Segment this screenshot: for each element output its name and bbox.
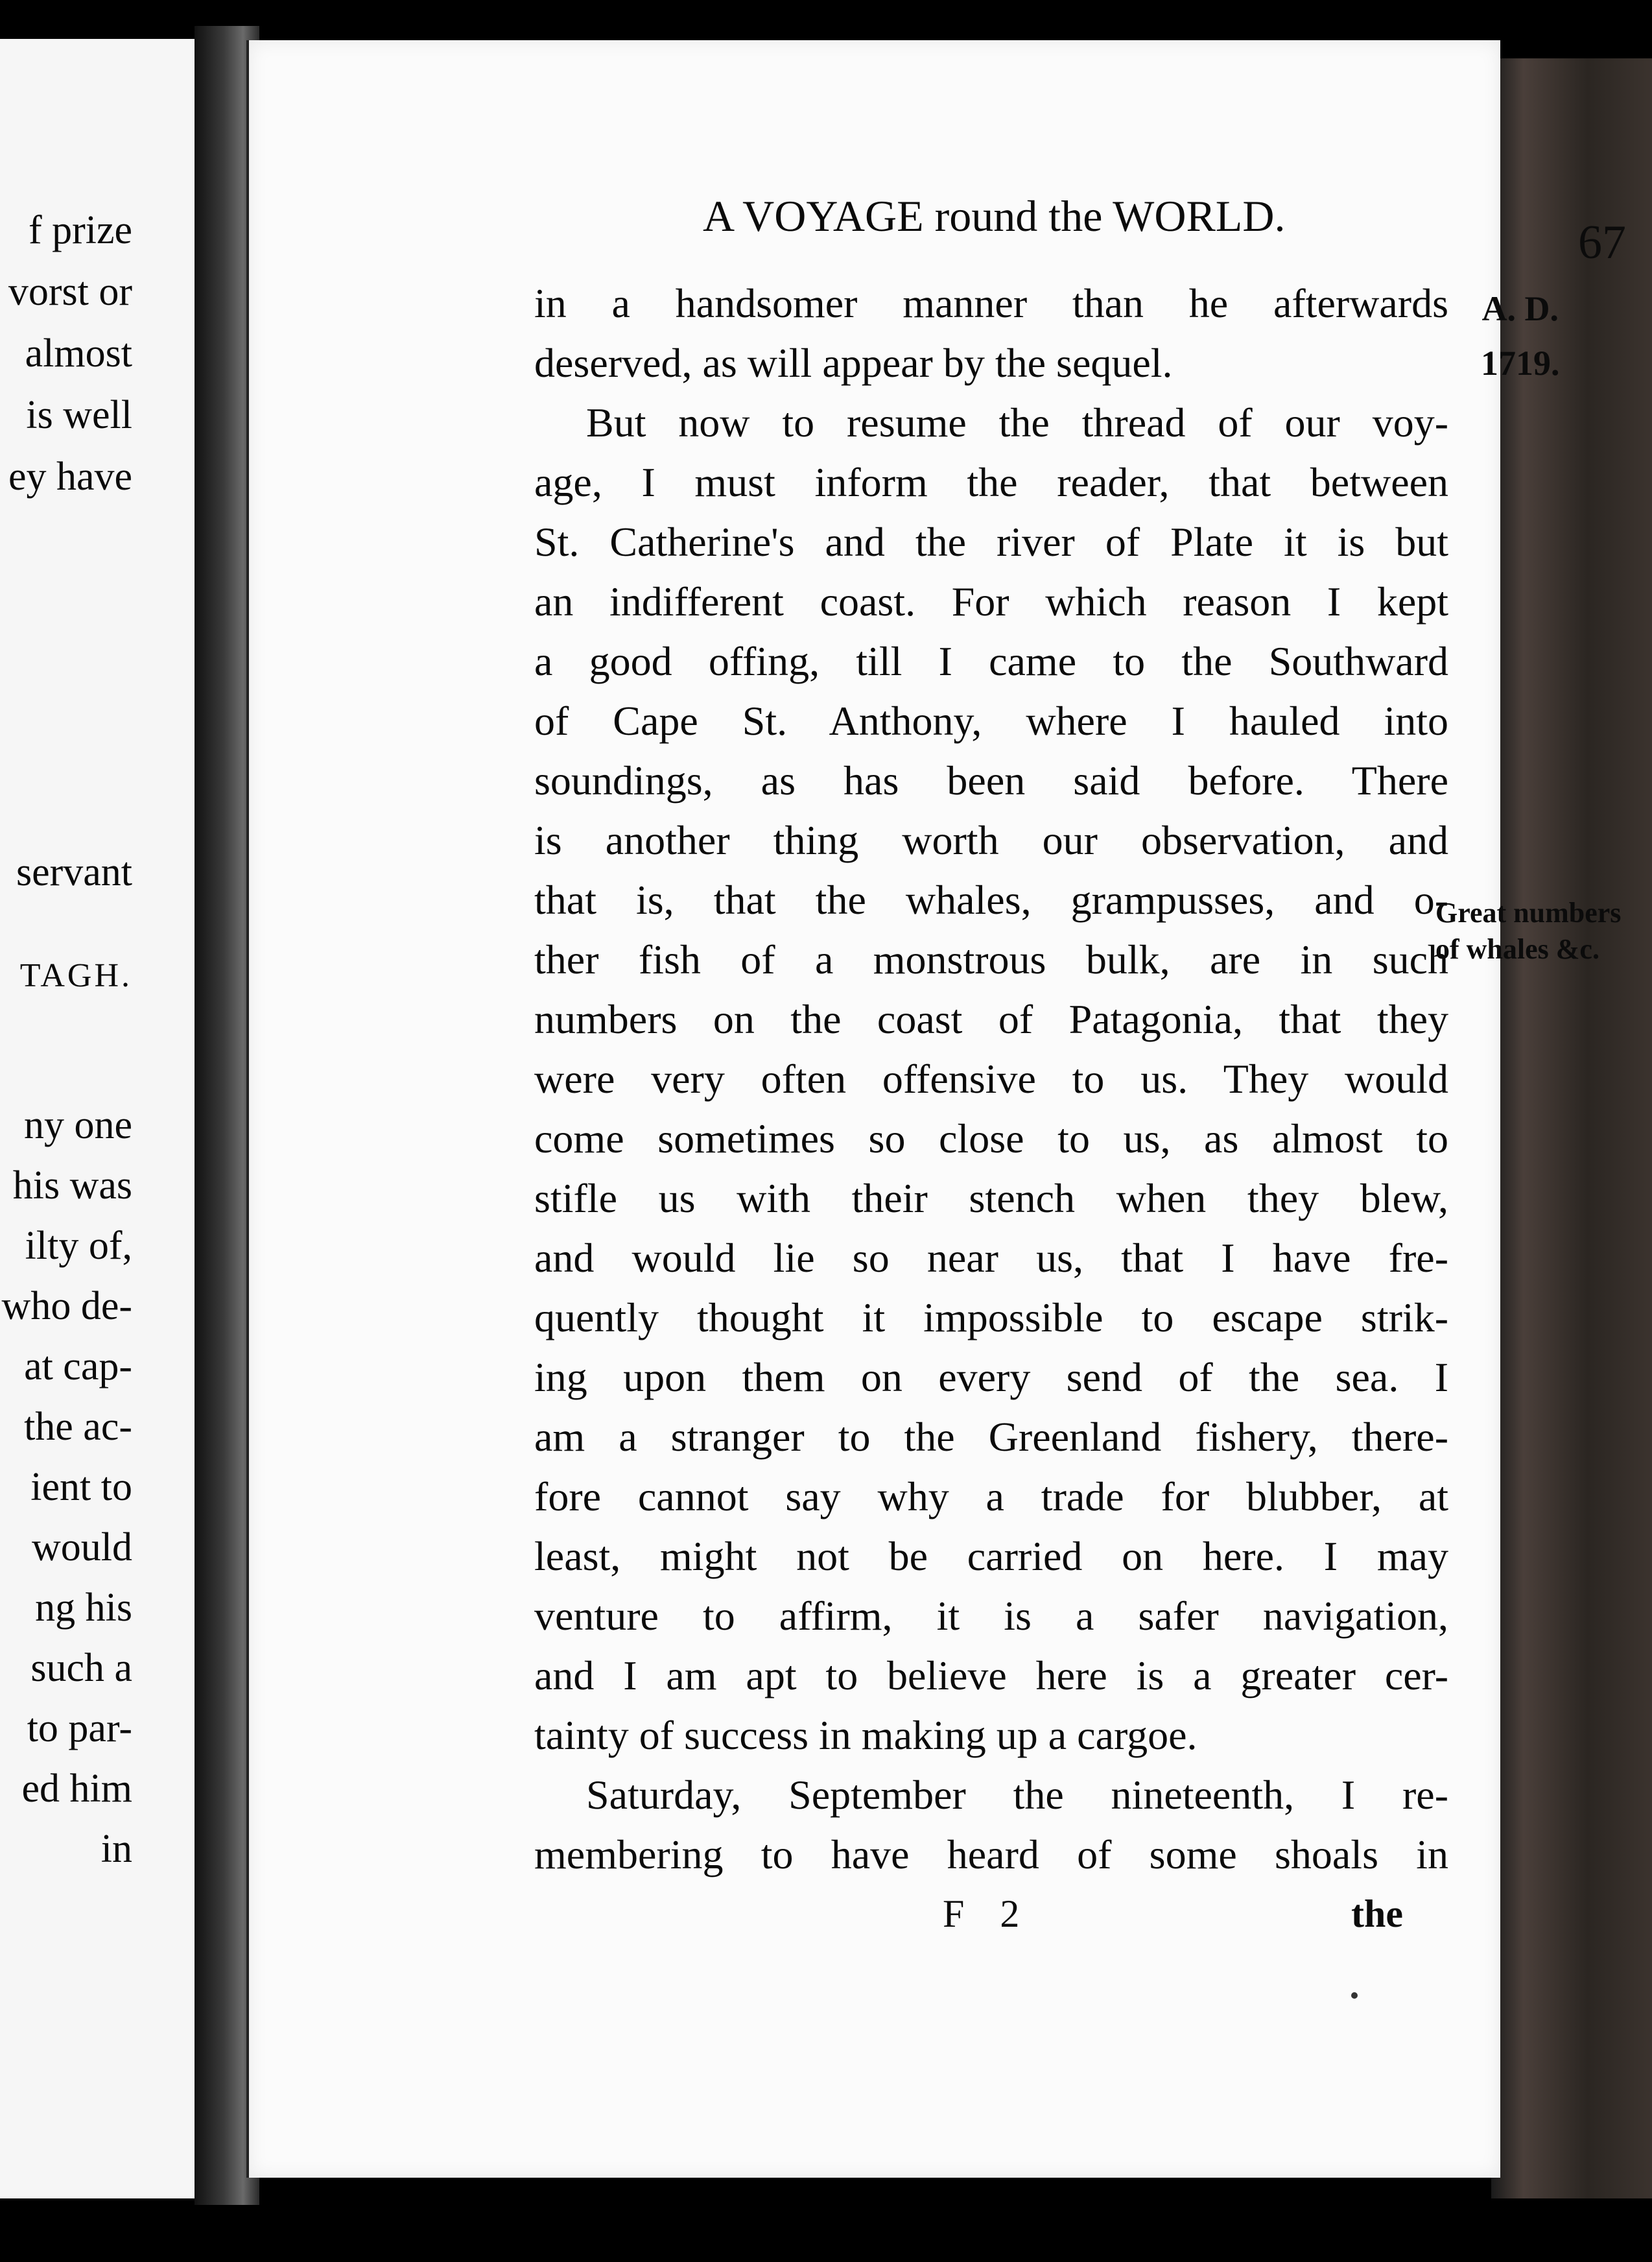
text-line: a good offing, till I came to the Southward bbox=[534, 638, 1448, 684]
text-line: ing upon them on every send of the sea. I bbox=[534, 1354, 1448, 1400]
text-line: membering to have heard of some shoals in bbox=[534, 1831, 1448, 1877]
ink-speck bbox=[1351, 1992, 1358, 1999]
fragment-line: ed him bbox=[21, 1767, 132, 1811]
margin-date-era: A. D. bbox=[1481, 289, 1559, 328]
text-line: venture to affirm, it is a safer navigation, bbox=[534, 1593, 1448, 1639]
body-text bbox=[534, 274, 1448, 1885]
fragment-line: almost bbox=[25, 331, 132, 375]
text-line: is another thing worth our observation, and bbox=[534, 817, 1448, 863]
text-line: stifle us with their stench when they blew, bbox=[534, 1175, 1448, 1221]
fragment-line: ilty of, bbox=[25, 1224, 132, 1268]
book-page bbox=[246, 40, 1626, 2178]
side-note: Great numbers of whales &c. bbox=[1435, 897, 1622, 965]
text-line: come sometimes so close to us, as almost to bbox=[534, 1115, 1448, 1161]
text-line: St. Catherine's and the river of Plate it is but bbox=[534, 519, 1448, 565]
text-line: quently thought it impossible to escape strik- bbox=[534, 1294, 1448, 1340]
fragment-line: the ac- bbox=[24, 1405, 132, 1449]
text-line: and I am apt to believe here is a greater cer- bbox=[534, 1652, 1448, 1698]
fragment-line: TAGH. bbox=[19, 957, 132, 994]
catchword: the bbox=[1351, 1892, 1403, 1935]
fragment-line: ey have bbox=[8, 455, 132, 499]
text-line: deserved, as will appear by the sequel. bbox=[534, 340, 1173, 386]
text-line: soundings, as has been said before. There bbox=[534, 757, 1448, 804]
text-line: were very often offensive to us. They would bbox=[534, 1056, 1448, 1102]
fragment-line: servant bbox=[16, 850, 132, 894]
text-line: that is, that the whales, grampusses, and o- bbox=[534, 877, 1448, 923]
fragment-line: would bbox=[32, 1525, 132, 1569]
fragment-line: who de- bbox=[1, 1284, 132, 1328]
text-line: least, might not be carried on here. I may bbox=[534, 1533, 1448, 1579]
margin-date-year: 1719. bbox=[1481, 344, 1560, 383]
text-line: But now to resume the thread of our voy- bbox=[586, 399, 1448, 446]
signature-mark: F 2 bbox=[943, 1892, 1033, 1935]
text-line: tainty of success in making up a cargoe. bbox=[534, 1712, 1198, 1758]
text-line: Saturday, September the nineteenth, I re- bbox=[586, 1772, 1448, 1818]
fragment-line: ient to bbox=[30, 1465, 132, 1509]
text-line: fore cannot say why a trade for blubber, at bbox=[534, 1473, 1448, 1519]
text-line: an indifferent coast. For which reason I kept bbox=[534, 578, 1448, 625]
text-line: am a stranger to the Greenland fishery, there- bbox=[534, 1414, 1448, 1460]
fragment-line: such a bbox=[30, 1646, 132, 1690]
fragment-line: in bbox=[100, 1827, 132, 1871]
text-line: age, I must inform the reader, that between bbox=[534, 459, 1448, 505]
text-line: of Cape St. Anthony, where I hauled into bbox=[534, 698, 1448, 744]
fragment-line: to par- bbox=[27, 1706, 132, 1750]
fragment-line: f prize bbox=[28, 208, 132, 252]
page-number: 67 bbox=[1578, 216, 1626, 269]
fragment-line: at cap- bbox=[24, 1344, 132, 1388]
fragment-line: his was bbox=[12, 1163, 132, 1208]
fragment-line: vorst or bbox=[8, 270, 132, 314]
text-line: in a handsomer manner than he afterwards bbox=[534, 280, 1448, 326]
text-line: ther fish of a monstrous bulk, are in such bbox=[534, 936, 1448, 982]
fragment-line: is well bbox=[26, 393, 132, 437]
fragment-line: ng his bbox=[35, 1586, 132, 1630]
margin-date bbox=[1481, 281, 1560, 390]
text-line: and would lie so near us, that I have fre- bbox=[534, 1235, 1448, 1281]
facing-page-fragment bbox=[0, 39, 195, 2198]
text-line: numbers on the coast of Patagonia, that they bbox=[534, 996, 1448, 1042]
running-head: A VOYAGE round the WORLD. bbox=[703, 191, 1286, 241]
fragment-line: ny one bbox=[23, 1103, 132, 1147]
